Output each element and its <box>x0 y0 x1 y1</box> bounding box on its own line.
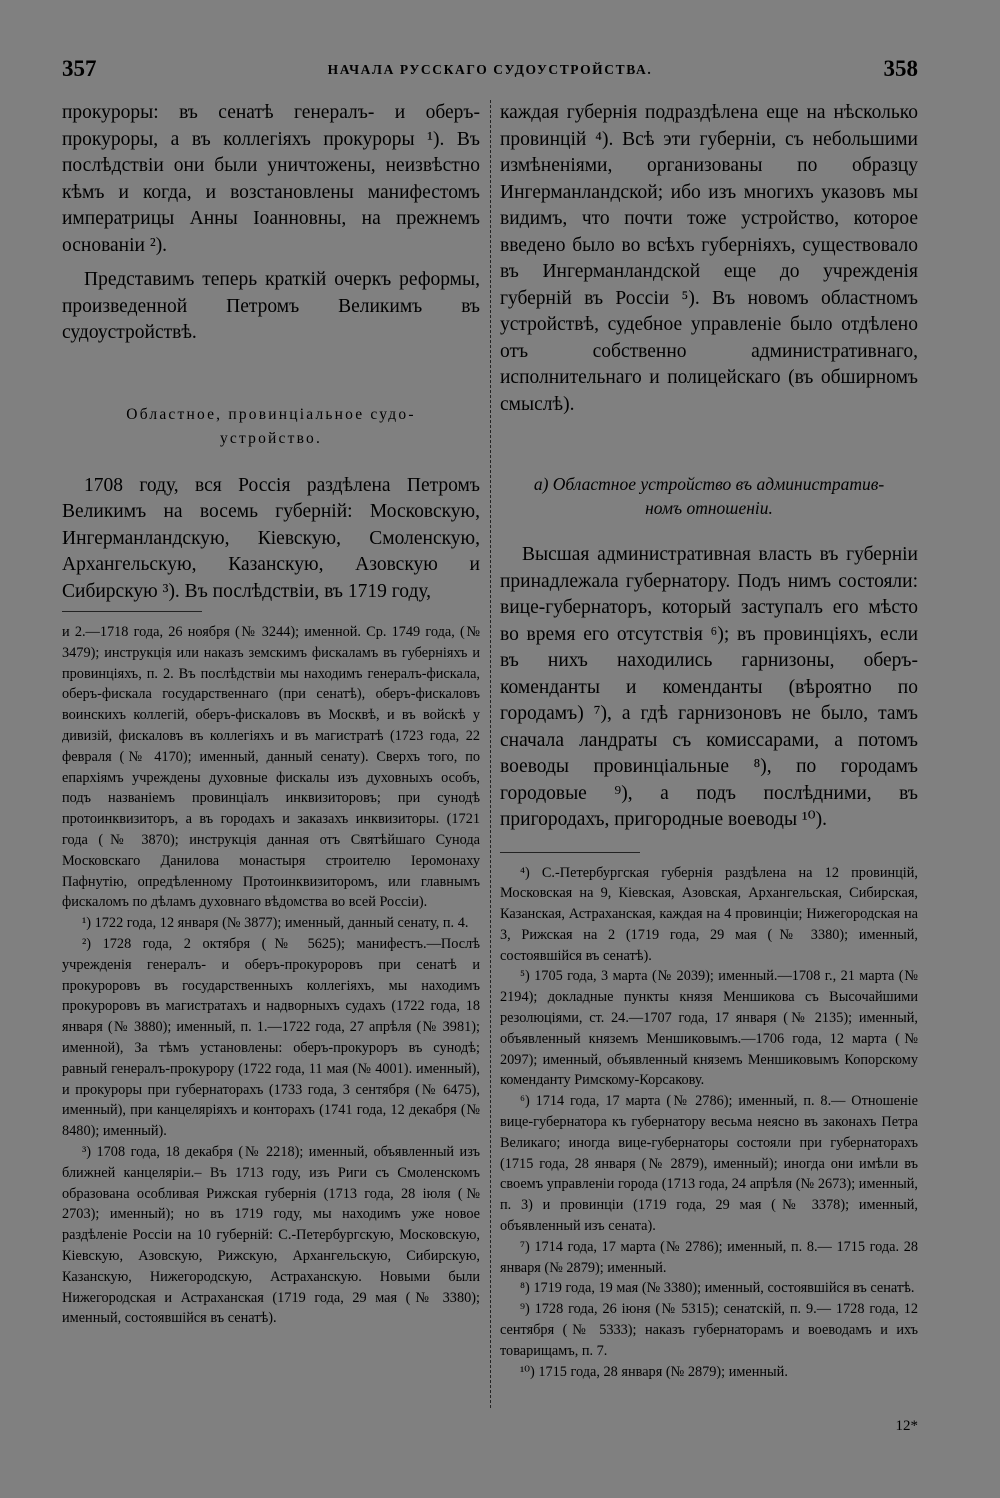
paragraph: прокуроры: въ сенатѣ генералъ- и оберъ-прокуроры, а въ коллегіяхъ прокуроры ¹). Въ послѣдствіи они были уничтожены, неизвѣстно кѣмъ и когда, и возстановлены манифестомъ императрицы Анны Іоанновны, на прежнемъ основаніи ²). <box>62 102 480 256</box>
footnote: ⁴) С.-Петербургская губернія раздѣлена на 12 провинцій, Московская на 9, Кіевская, Азовская, Архангельская, Сибирская, Казанская, Астраханская, каждая на 4 провинціи; Нижегородская на 3, Рижская на 2 (1719 года, 29 мая (№ 3380); именный, состоявшійся въ сенатѣ). <box>500 864 918 964</box>
section-title: устройство. <box>219 429 323 447</box>
footnote: ⁹) 1728 года, 26 іюня (№ 5315); сенатскій, п. 9.— 1728 года, 12 сентября (№ 5333); наказъ губернаторамъ и воеводамъ и ихъ товарищамъ, п. 7. <box>500 1301 918 1359</box>
left-column <box>62 100 480 1329</box>
footnote: ⁵) 1705 года, 3 марта (№ 2039); именный.—1708 г., 21 марта (№ 2194); докладные пункты князя Меншикова съ Высочайшими резолюціями, ст. 24.—1707 года, 17 января (№ 2135); именный, объявленный княземъ Меншиковымъ.—1706 года, 12 марта (№ 2097); именный, объявленный княземъ Меншиковымъ Копорскому коменданту Римскому-Корсакову. <box>500 968 918 1089</box>
page-number-right: 358 <box>883 56 918 81</box>
subsection-title: a) Областное устройство въ административ- <box>533 474 885 494</box>
footnote: ⁸) 1719 года, 19 мая (№ 3380); именный, состоявшійся въ сенатѣ. <box>520 1280 915 1297</box>
paragraph: Представимъ теперь краткій очеркъ реформы, произведенной Петромъ Великимъ въ судоустройствѣ. <box>62 269 480 343</box>
running-title: НАЧАЛА РУССКАГО СУДОУСТРОЙСТВА. <box>327 62 653 77</box>
footnote: ⁷) 1714 года, 17 марта (№ 2786); именный, п. 8.— 1715 года. 28 января (№ 2879); именный. <box>500 1238 918 1276</box>
footnote: ¹) 1722 года, 12 января (№ 3877); именный, данный сенату, п. 4. <box>82 915 469 932</box>
footnote: ³) 1708 года, 18 декабря (№ 2218); именный, объявленный изъ ближней канцеляріи.– Въ 1713 году, изъ Риги съ Смоленскомъ образована особливая Рижская губернія (1713 года, 28 іюля (№ 2703); именный); но въ 1719 году, мы находимъ уже новое раздѣленіе Россіи на 10 губерній: С.-Петербургскую, Московскую, Кіевскую, Азовскую, Рижскую, Архангельскую, Сибирскую, Казанскую, Нижегородскую, Астраханскую. Новыми были Нижегородская и Астраханская (1719 года, 29 мая (№ 3380); именный, состоявшійся въ сенатѣ). <box>62 1143 480 1327</box>
footnote-rule <box>500 852 640 853</box>
right-column <box>500 100 918 1382</box>
page-number-left: 357 <box>62 56 97 81</box>
footnote: ⁶) 1714 года, 17 марта (№ 2786); именный, п. 8.— Отношеніе вице-губернатора къ губернатору весьма неясно въ законахъ Петра Великаго; иногда вице-губернаторы состояли при губернаторахъ (1715 года, 28 января (№ 2879), именный); иногда они имѣли въ своемъ управленіи города (1713 года, 24 апрѣля (№ 2673); именный, п. 3) и провинціи (1719 года, 29 мая (№ 3378); именный, объявленный изъ сената). <box>500 1093 918 1235</box>
footnote: ²) 1728 года, 2 октября (№ 5625); манифестъ.—Послѣ учрежденія генералъ- и оберъ-прокуроровъ при сенатѣ и прокуроровъ въ государственныхъ коллегіяхъ, мы находимъ прокуроровъ въ магистратахъ и надворныхъ судахъ (1722 года, 18 января (№ 3880); именный, п. 1.—1722 года, 27 апрѣля (№ 3981); именной), За тѣмъ установлены: оберъ-прокуроръ въ сунодѣ; равный генералъ-прокурору (1722 года, 11 мая (№ 4001). именный), и прокуроры при губернаторахъ (1733 года, 3 сентября (№ 6475), именный), при канцеляріяхъ и конторахъ (1741 года, 12 декабря (№ 8480); именный). <box>62 935 480 1140</box>
signature-mark: 12* <box>895 1418 918 1434</box>
section-title: Областное, провинціальное судо- <box>126 405 416 423</box>
footnote: и 2.—1718 года, 26 ноября (№ 3244); именной. Ср. 1749 года, (№ 3479); инструкція или наказъ земскимъ фискаламъ въ губерніяхъ и провинціяхъ, п. 2. Въ послѣдствіи мы находимъ генералъ-фискала, оберъ-фискала государственнаго (при сенатѣ), оберъ-фискаловъ воинскихъ коллегій, оберъ-фискаловъ въ Москвѣ, и въ войскѣ у дивизій, фискаловъ въ коллегіяхъ и въ магистратѣ (1723 года, 22 февраля (№ 4170); именный, данный сенату). Сверхъ того, по епархіямъ учреждены духовные фискалы изъ духовныхъ особъ, подъ названіемъ провинціалъ инквизиторовъ; при сунодѣ протоинквизиторъ, а въ городахъ и заказахъ инквизиторы. (1721 года (№ 3870); инструкція данная отъ Святѣйшаго Сунода Московскаго Данилова монастыря строителю Іеромонаху Пафнутію, опредѣленному Протоинквизиторомъ, или главнымъ фискаломъ по дѣламъ духовнаго вѣдомства во всей Россіи). <box>62 624 480 911</box>
footnote: ¹⁰) 1715 года, 28 января (№ 2879); именный. <box>520 1363 788 1380</box>
footnote-rule <box>62 611 202 612</box>
page-header <box>62 56 918 88</box>
subsection-title: номъ отношеніи. <box>645 498 773 518</box>
paragraph: каждая губернія подраздѣлена еще на нѣсколько провинцій ⁴). Всѣ эти губерніи, съ небольшими измѣненіями, организованы по образцу Ингерманландской; ибо изъ многихъ указовъ мы видимъ, что почти тоже устройство, которое введено было во всѣхъ губерніяхъ, существовало въ Ингерманландской еще до учрежденія губерній въ Россіи ⁵). Въ новомъ областномъ устройствѣ, судебное управленіе было отдѣлено отъ собственно административнаго, исполнительнаго и полицейскаго (въ обширномъ смыслѣ). <box>500 102 918 415</box>
paragraph: Высшая административная власть въ губерніи принадлежала губернатору. Подъ нимъ состояли: вице-губернаторъ, который заступалъ его мѣсто во время его отсутствія ⁶); въ провинціяхъ, если въ нихъ находились гарнизоны, оберъ-коменданты и коменданты (вѣроятно по городамъ) ⁷), а гдѣ гарнизоновъ не было, тамъ сначала ландраты съ комиссарами, а потомъ воеводы провинціальные ⁸), по городамъ городовые ⁹), а подъ послѣдними, въ пригородахъ, пригородные воеводы ¹⁰). <box>500 544 918 830</box>
paragraph: 1708 году, вся Россія раздѣлена Петромъ Великимъ на восемь губерній: Московскую, Ингерманландскую, Кіевскую, Смоленскую, Архангельскую, Казанскую, Азовскую и Сибирскую ³). Въ послѣдствіи, въ 1719 году, <box>62 474 480 602</box>
column-divider <box>490 100 491 1408</box>
